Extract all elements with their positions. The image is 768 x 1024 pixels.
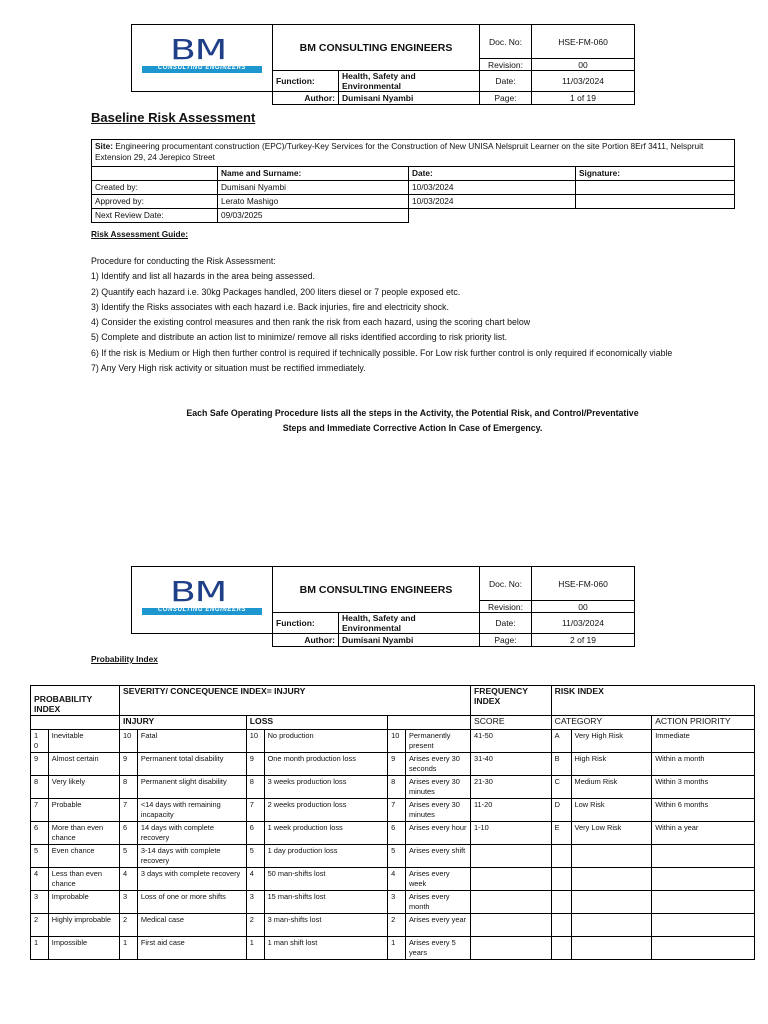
cell-catt: [571, 868, 652, 891]
doc-no-value: HSE-FM-060: [532, 25, 635, 59]
logo-mark: BM: [170, 575, 226, 608]
cell-ln: 4: [246, 868, 264, 891]
cell-act: [652, 845, 755, 868]
col-signature-header: Signature:: [576, 167, 735, 181]
cell-ln: 8: [246, 776, 264, 799]
cell-catt: Very High Risk: [571, 730, 652, 753]
cell-ft: Arises every 30 seconds: [405, 753, 470, 776]
score-header: SCORE: [470, 716, 551, 730]
cell-cat: [551, 868, 571, 891]
cell-fn: 8: [388, 776, 406, 799]
cell-fn: 2: [388, 914, 406, 937]
cell-catt: [571, 891, 652, 914]
frequency-header: FREQUENCY INDEX: [470, 686, 551, 716]
table-row: [31, 868, 755, 891]
cell-pt: Less than even chance: [48, 868, 119, 891]
table-row: [31, 753, 755, 776]
probability-index-header: PROBABILITY INDEX: [31, 686, 120, 716]
cell-cat: B: [551, 753, 571, 776]
cell-catt: [571, 845, 652, 868]
cell-act: Within a year: [652, 822, 755, 845]
cell-ln: 9: [246, 753, 264, 776]
cell-in: 8: [120, 776, 138, 799]
cell-it: Loss of one or more shifts: [137, 891, 246, 914]
date-value: 11/03/2024: [532, 71, 635, 92]
procedure-step: 2) Quantify each hazard i.e. 30kg Packages handled, 200 liters diesel or 7 people exposed etc.: [91, 286, 461, 297]
doc-no-label: Doc. No:: [480, 567, 532, 601]
col-name-header: Name and Surname:: [218, 167, 409, 181]
cell-ft: Arises every year: [405, 914, 470, 937]
cell-score: 31-40: [470, 753, 551, 776]
col-date-header: Date:: [409, 167, 576, 181]
cell-fn: 1: [388, 937, 406, 960]
cell-it: 3 days with complete recovery: [137, 868, 246, 891]
cell-pt: Highly improbable: [48, 914, 119, 937]
table-row: Approved by: Lerato Mashigo 10/03/2024: [92, 195, 735, 209]
cell-pn: 4: [31, 868, 49, 891]
cell-in: 9: [120, 753, 138, 776]
cell-cat: E: [551, 822, 571, 845]
cell-pn: 6: [31, 822, 49, 845]
procedure-step: 4) Consider the existing control measures and then rank the risk from each hazard, using the scoring chart below: [91, 317, 531, 328]
procedure-step: 6) If the risk is Medium or High then further control is required if technically possible. For Low risk further control is only required if economically viable: [91, 347, 673, 358]
company-name: BM CONSULTING ENGINEERS: [273, 25, 480, 71]
cell-in: 10: [120, 730, 138, 753]
cell-lt: No production: [264, 730, 388, 753]
page-label: Page:: [480, 92, 532, 105]
cell-score: [470, 845, 551, 868]
cell-score: 11-20: [470, 799, 551, 822]
cell-in: 7: [120, 799, 138, 822]
cell-act: Within 3 months: [652, 776, 755, 799]
table-row: [31, 822, 755, 845]
cell-pt: Very likely: [48, 776, 119, 799]
severity-header: SEVERITY/ CONCEQUENCE INDEX= INJURY: [120, 686, 471, 716]
cell-lt: 15 man-shifts lost: [264, 891, 388, 914]
table-row: [31, 799, 755, 822]
date-value: 11/03/2024: [532, 613, 635, 634]
cell-catt: Medium Risk: [571, 776, 652, 799]
procedure-step: 3) Identify the Risks associates with each hazard i.e. Back injuries, fire and electricity shock.: [91, 301, 449, 312]
cell-fn: 6: [388, 822, 406, 845]
cell-it: 3-14 days with complete recovery: [137, 845, 246, 868]
cell-it: Permanent slight disability: [137, 776, 246, 799]
cell-pn: 1 0: [31, 730, 49, 753]
cell-pt: More than even chance: [48, 822, 119, 845]
cell-pn: 8: [31, 776, 49, 799]
company-logo: BM CONSULTING ENGINEERS: [132, 25, 273, 92]
cell-cat: [551, 937, 571, 960]
cell-ln: 2: [246, 914, 264, 937]
cell-act: [652, 868, 755, 891]
cell-fn: 7: [388, 799, 406, 822]
cell-lt: 1 day production loss: [264, 845, 388, 868]
cell-pt: Improbable: [48, 891, 119, 914]
table-row: [31, 914, 755, 937]
risk-guide-heading: Risk Assessment Guide:: [91, 229, 188, 239]
cell-catt: Very Low Risk: [571, 822, 652, 845]
sop-note: Each Safe Operating Procedure lists all the steps in the Activity, the Potential Risk, and Control/Preventative Steps and Immediate Corrective Action In Case of Emergency.: [186, 408, 639, 433]
date-label: Date:: [480, 71, 532, 92]
cell-pt: Impossible: [48, 937, 119, 960]
table-row: [31, 891, 755, 914]
document-header-page1: [131, 24, 634, 103]
cell-ln: 5: [246, 845, 264, 868]
cell-pn: 3: [31, 891, 49, 914]
function-value: Health, Safety and Environmental: [339, 71, 480, 92]
cell-pt: Probable: [48, 799, 119, 822]
action-priority-header: ACTION PRIORITY: [652, 716, 755, 730]
cell-in: 2: [120, 914, 138, 937]
cell-in: 5: [120, 845, 138, 868]
document-header-page2: [131, 566, 634, 645]
cell-it: Medical case: [137, 914, 246, 937]
risk-matrix-table: [30, 685, 755, 960]
cell-score: 1-10: [470, 822, 551, 845]
injury-header: INJURY: [120, 716, 247, 730]
cell-act: [652, 937, 755, 960]
cell-fn: 3: [388, 891, 406, 914]
procedure-intro: Procedure for conducting the Risk Assessment:: [91, 256, 276, 266]
table-row: [31, 937, 755, 960]
cell-cat: A: [551, 730, 571, 753]
cell-pn: 7: [31, 799, 49, 822]
cell-ft: Arises every 30 minutes: [405, 799, 470, 822]
procedure-step: 7) Any Very High risk activity or situation must be rectified immediately.: [91, 363, 366, 374]
cell-score: [470, 868, 551, 891]
cell-fn: 10: [388, 730, 406, 753]
doc-no-label: Doc. No:: [480, 25, 532, 59]
date-label: Date:: [480, 613, 532, 634]
company-name: BM CONSULTING ENGINEERS: [273, 567, 480, 613]
cell-ft: Arises every week: [405, 868, 470, 891]
cell-it: Fatal: [137, 730, 246, 753]
cell-ln: 3: [246, 891, 264, 914]
cell-score: 41-50: [470, 730, 551, 753]
cell-pt: Inevitable: [48, 730, 119, 753]
cell-in: 3: [120, 891, 138, 914]
cell-pn: 5: [31, 845, 49, 868]
site-description: Site: Engineering procumentant construction (EPC)/Turkey-Key Services for the Construction of New UNISA Nelspruit Learner on the site Portion 8Erf 3411, Nelspruit Extension 29, 24 Jerepico Street: [92, 140, 735, 167]
cell-cat: [551, 845, 571, 868]
cell-it: 14 days with complete recovery: [137, 822, 246, 845]
cell-ln: 1: [246, 937, 264, 960]
function-value: Health, Safety and Environmental: [339, 613, 480, 634]
cell-it: First aid case: [137, 937, 246, 960]
author-value: Dumisani Nyambi: [339, 634, 480, 647]
author-label: Author:: [273, 92, 339, 105]
cell-ft: Permanently present: [405, 730, 470, 753]
cell-act: Immediate: [652, 730, 755, 753]
cell-act: Within a month: [652, 753, 755, 776]
site-info-table: [91, 139, 735, 223]
probability-index-heading: Probability Index: [91, 654, 158, 664]
risk-index-header: RISK INDEX: [551, 686, 754, 716]
cell-pn: 2: [31, 914, 49, 937]
cell-ln: 10: [246, 730, 264, 753]
logo-mark: BM: [170, 33, 226, 66]
cell-in: 1: [120, 937, 138, 960]
cell-lt: 3 man-shifts lost: [264, 914, 388, 937]
cell-act: [652, 891, 755, 914]
table-row: [31, 845, 755, 868]
cell-ft: Arises every 30 minutes: [405, 776, 470, 799]
cell-in: 6: [120, 822, 138, 845]
cell-pt: Even chance: [48, 845, 119, 868]
cell-cat: [551, 914, 571, 937]
page-title: Baseline Risk Assessment: [91, 110, 256, 125]
table-row: Created by: Dumisani Nyambi 10/03/2024: [92, 181, 735, 195]
revision-value: 00: [532, 601, 635, 613]
page-label: Page:: [480, 634, 532, 647]
cell-ft: Arises every shift: [405, 845, 470, 868]
procedure-list: [91, 254, 741, 376]
cell-catt: High Risk: [571, 753, 652, 776]
revision-value: 00: [532, 59, 635, 71]
cell-it: <14 days with remaining incapacity: [137, 799, 246, 822]
cell-pt: Almost certain: [48, 753, 119, 776]
cell-ln: 7: [246, 799, 264, 822]
cell-catt: Low Risk: [571, 799, 652, 822]
loss-header: LOSS: [246, 716, 387, 730]
cell-fn: 5: [388, 845, 406, 868]
cell-catt: [571, 937, 652, 960]
cell-lt: 3 weeks production loss: [264, 776, 388, 799]
function-label: Function:: [273, 71, 339, 92]
revision-label: Revision:: [480, 601, 532, 613]
page-value: 2 of 19: [532, 634, 635, 647]
cell-ln: 6: [246, 822, 264, 845]
cell-pn: 9: [31, 753, 49, 776]
revision-label: Revision:: [480, 59, 532, 71]
procedure-step: 5) Complete and distribute an action list to minimize/ remove all risks identified according to risk priority list.: [91, 332, 508, 343]
procedure-step: 1) Identify and list all hazards in the area being assessed.: [91, 271, 315, 282]
cell-score: [470, 891, 551, 914]
cell-lt: 2 weeks production loss: [264, 799, 388, 822]
cell-cat: D: [551, 799, 571, 822]
cell-act: [652, 914, 755, 937]
page-value: 1 of 19: [532, 92, 635, 105]
table-row: Next Review Date: 09/03/2025: [92, 209, 735, 223]
cell-score: [470, 937, 551, 960]
cell-pn: 1: [31, 937, 49, 960]
table-row: [31, 776, 755, 799]
cell-it: Permanent total disability: [137, 753, 246, 776]
cell-cat: C: [551, 776, 571, 799]
cell-lt: 1 man shift lost: [264, 937, 388, 960]
company-logo: BM CONSULTING ENGINEERS: [132, 567, 273, 634]
cell-ft: Arises every 5 years: [405, 937, 470, 960]
cell-catt: [571, 914, 652, 937]
cell-lt: One month production loss: [264, 753, 388, 776]
cell-lt: 50 man-shifts lost: [264, 868, 388, 891]
cell-ft: Arises every month: [405, 891, 470, 914]
cell-fn: 4: [388, 868, 406, 891]
cell-score: 21-30: [470, 776, 551, 799]
cell-cat: [551, 891, 571, 914]
function-label: Function:: [273, 613, 339, 634]
author-label: Author:: [273, 634, 339, 647]
cell-lt: 1 week production loss: [264, 822, 388, 845]
table-row: [31, 730, 755, 753]
cell-in: 4: [120, 868, 138, 891]
cell-ft: Arises every hour: [405, 822, 470, 845]
cell-fn: 9: [388, 753, 406, 776]
category-header: CATEGORY: [551, 716, 652, 730]
doc-no-value: HSE-FM-060: [532, 567, 635, 601]
author-value: Dumisani Nyambi: [339, 92, 480, 105]
cell-act: Within 6 months: [652, 799, 755, 822]
cell-score: [470, 914, 551, 937]
